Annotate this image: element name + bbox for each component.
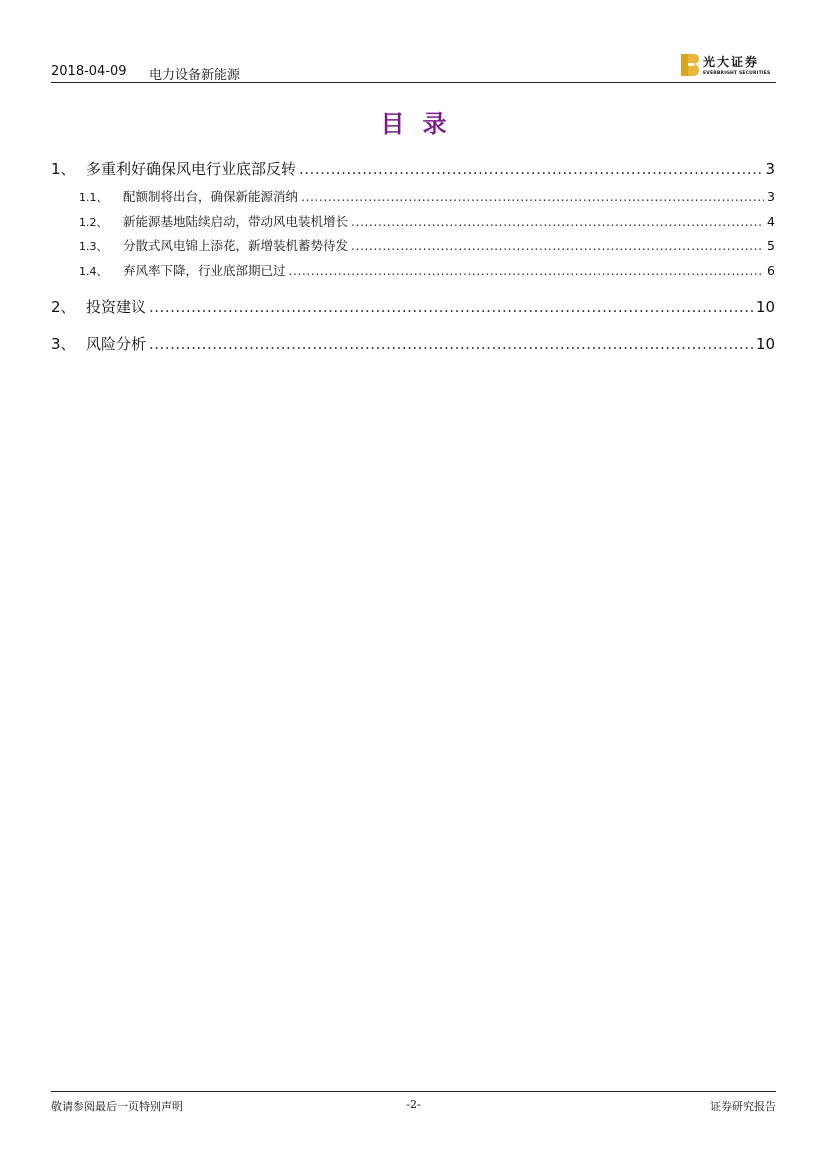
everbright-logo-icon — [681, 54, 699, 76]
toc-entry-3[interactable] — [51, 333, 775, 354]
toc-entry-text: 分散式风电锦上添花，新增装机蓄势待发 — [123, 238, 349, 253]
toc-entry-number: 2、 — [51, 298, 76, 316]
toc-entry-1-3[interactable] — [79, 236, 775, 254]
toc-entry-number: 1.3、 — [79, 240, 108, 253]
toc-title: 目录 — [380, 109, 465, 138]
page-number: -2- — [406, 1098, 421, 1111]
toc-entry-number: 1.1、 — [79, 191, 108, 204]
toc-entry-text: 多重利好确保风电行业底部反转 — [86, 160, 297, 178]
disclaimer-notice: 敬请参阅最后一页特别声明 — [51, 1100, 183, 1113]
toc-entry-1-4[interactable] — [79, 261, 775, 279]
toc-entry-page: 10 — [755, 298, 775, 316]
logo-english-name: EVERBRIGHT SECURITIES — [703, 71, 771, 76]
page-footer — [51, 1091, 776, 1113]
toc-leader-dots — [149, 335, 753, 353]
toc-entry-2[interactable] — [51, 296, 775, 317]
report-sector: 电力设备新能源 — [149, 68, 241, 83]
company-logo — [681, 52, 776, 80]
toc-entry-text: 投资建议 — [86, 298, 147, 316]
toc-leader-dots — [149, 298, 753, 316]
toc-entry-page: 5 — [767, 238, 775, 253]
toc-entry-text: 配额制将出台，确保新能源消纳 — [123, 189, 299, 204]
toc-entry-1-1[interactable] — [79, 187, 775, 205]
toc-entry-number: 1.4、 — [79, 265, 108, 278]
toc-entry-page: 3 — [765, 160, 775, 178]
toc-entry-text: 风险分析 — [86, 335, 147, 353]
toc-entry-text: 新能源基地陆续启动，带动风电装机增长 — [123, 214, 349, 229]
toc-entry-number: 3、 — [51, 335, 76, 353]
report-type: 证券研究报告 — [710, 1100, 776, 1113]
logo-chinese-name: 光大证券 — [703, 55, 760, 69]
toc-leader-dots — [289, 263, 765, 278]
toc-entry-number: 1.2、 — [79, 216, 108, 229]
toc-entry-page: 3 — [767, 189, 775, 204]
toc-leader-dots — [299, 160, 762, 178]
toc-leader-dots — [351, 214, 764, 229]
toc-entry-text: 弃风率下降，行业底部期已过 — [123, 263, 286, 278]
toc-entry-1[interactable] — [51, 158, 775, 179]
report-date: 2018-04-09 — [51, 64, 127, 79]
toc-leader-dots — [301, 189, 764, 204]
toc-entry-page: 4 — [767, 214, 775, 229]
toc-entry-page: 10 — [755, 335, 775, 353]
toc-leader-dots — [351, 238, 764, 253]
toc-entry-1-2[interactable] — [79, 212, 775, 230]
page-header — [51, 52, 776, 83]
toc-entry-page: 6 — [767, 263, 775, 278]
toc-entry-number: 1、 — [51, 160, 76, 178]
